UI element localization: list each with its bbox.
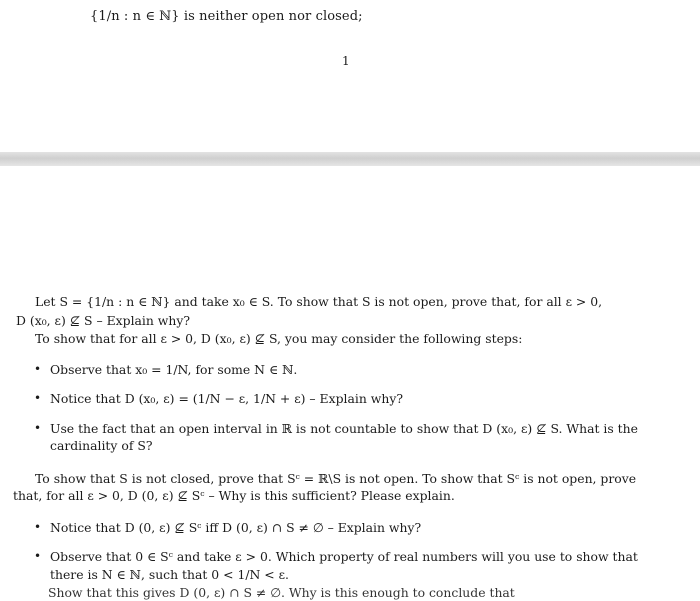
- paragraph-3-line-2: that, for all ε > 0, D (0, ε) ⊈ Sᶜ – Why is this sufficient? Please explain.: [13, 488, 455, 503]
- bullet-2-text: Notice that D (x₀, ε) = (1/N − ε, 1/N + ε) – Explain why?: [50, 391, 403, 406]
- page-number: 1: [342, 54, 350, 68]
- bullet-3-text-line-1: Use the fact that an open interval in ℝ is not countable to show that D (x₀, ε) ⊈ S. What is the: [50, 421, 638, 436]
- paragraph-3-line-1: To show that S is not closed, prove that Sᶜ = ℝ\S is not open. To show that Sᶜ is not open, prove: [35, 471, 637, 486]
- paragraph-1-line-2: D (x₀, ε) ⊈ S – Explain why?: [16, 313, 191, 328]
- bullet-3-text-line-2: cardinality of S?: [50, 438, 153, 453]
- page-2-top: [0, 166, 700, 601]
- set-statement-heading: {1/n : n ∈ ℕ} is neither open nor closed;: [90, 9, 363, 24]
- bullet-marker: •: [34, 520, 42, 534]
- bullet-marker: •: [34, 421, 42, 435]
- cutoff-next-line: [48, 585, 515, 601]
- bullet-5-text-line-2: there is N ∈ ℕ, such that 0 < 1/N < ε.: [50, 567, 289, 582]
- bullet-marker: •: [34, 362, 42, 376]
- bullet-marker: •: [34, 549, 42, 563]
- bullet-1-text: Observe that x₀ = 1/N, for some N ∈ ℕ.: [50, 362, 298, 377]
- paragraph-1-line-1: Let S = {1/n : n ∈ ℕ} and take x₀ ∈ S. To show that S is not open, prove that, for all ε > 0,: [35, 294, 603, 309]
- cutoff-line-text: Show that this gives D (0, ε) ∩ S ≠ ∅. Why is this enough to conclude that: [48, 585, 515, 600]
- bullet-4-text: Notice that D (0, ε) ⊈ Sᶜ iff D (0, ε) ∩ S ≠ ∅ – Explain why?: [50, 520, 422, 535]
- paragraph-2-line-1: To show that for all ε > 0, D (x₀, ε) ⊈ S, you may consider the following steps:: [35, 331, 523, 346]
- page-separator: [0, 152, 700, 166]
- bullet-5-text-line-1: Observe that 0 ∈ Sᶜ and take ε > 0. Which property of real numbers will you use to show that: [50, 549, 638, 564]
- page-1-bottom: [0, 0, 700, 152]
- bullet-marker: •: [34, 391, 42, 405]
